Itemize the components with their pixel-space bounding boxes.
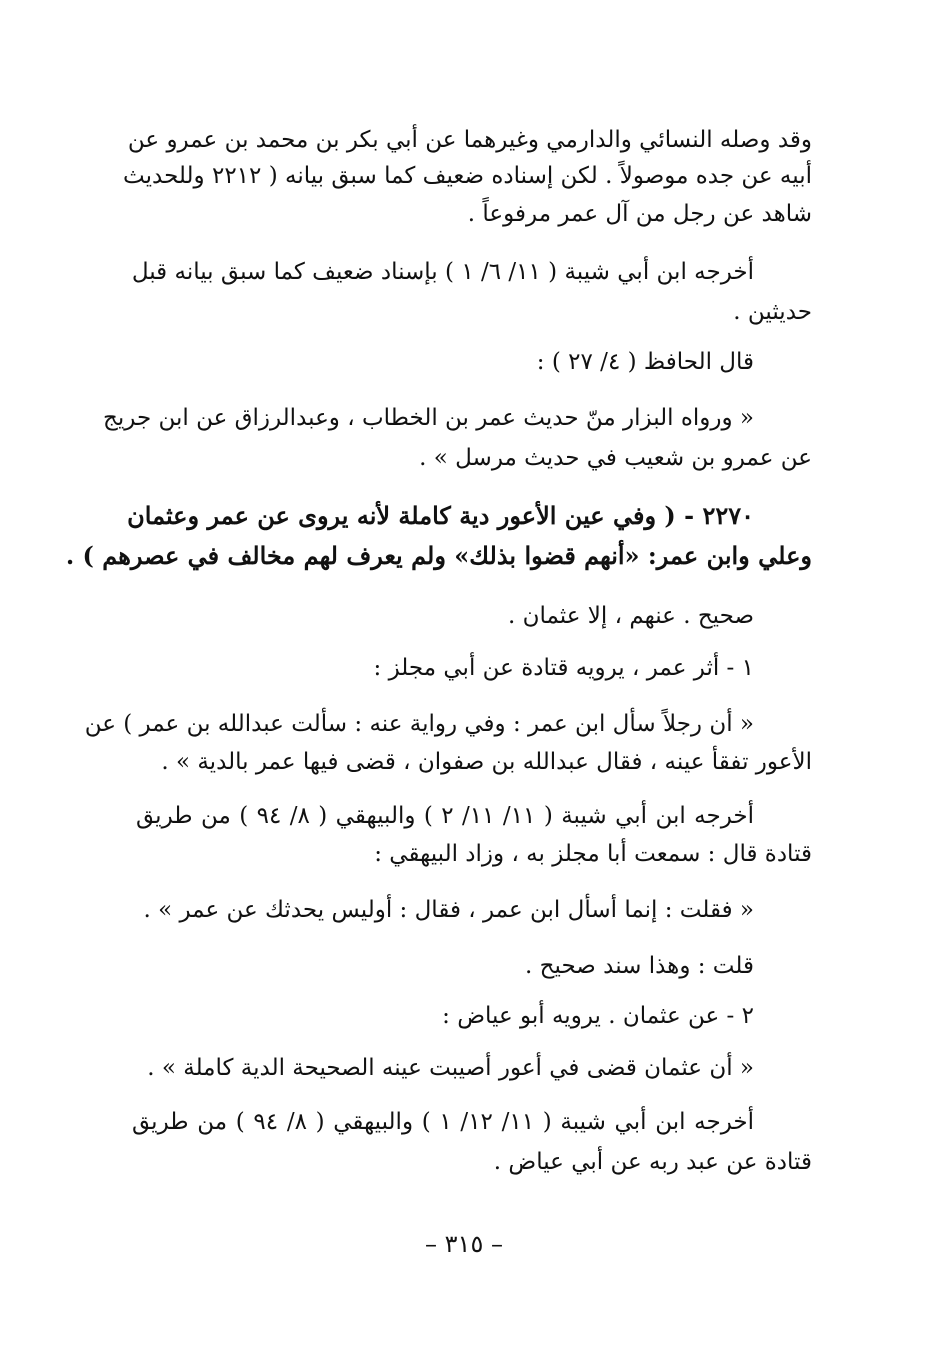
text-line-8: عن عمرو بن شعيب في حديث مرسل » . xyxy=(419,445,812,471)
hadith-2270-line-2: وعلي وابن عمر: «أنهم قضوا بذلك» ولم يعرف لهم مخالف في عصرهم ) . xyxy=(65,541,812,570)
text-line-19: ٢ - عن عثمان . يرويه أبو عياض : xyxy=(442,1003,754,1029)
text-line-15: أخرجه ابن أبي شيبة ( ١١/ ١١/ ٢ ) والبيهقي ( ٨/ ٩٤ ) من طريق xyxy=(136,803,755,829)
text-line-2: أبيه عن جده موصولاً . لكن إسناده ضعيف كما سبق بيانه ( ٢٢١٢ وللحديث xyxy=(123,163,812,189)
text-line-18: قلت : وهذا سند صحيح . xyxy=(525,953,754,979)
text-line-20: « أن عثمان قضى في أعور أصيبت عينه الصحيحة الدية كاملة » . xyxy=(147,1055,754,1081)
text-line-6: قال الحافظ ( ٤/ ٢٧ ) : xyxy=(536,349,754,375)
text-line-14: الأعور تفقأ عينه ، فقال عبدالله بن صفوان ، قضى فيها عمر بالدية » . xyxy=(161,749,812,775)
text-line-13: « أن رجلاً سأل ابن عمر : وفي رواية عنه : سألت عبدالله بن عمر ) عن xyxy=(84,711,754,737)
text-line-5: حديثين . xyxy=(733,299,812,325)
text-line-21: أخرجه ابن أبي شيبة ( ١١/ ١٢/ ١ ) والبيهقي ( ٨/ ٩٤ ) من طريق xyxy=(132,1109,755,1135)
page-number: – ٣١٥ – xyxy=(425,1230,503,1258)
text-line-4: أخرجه ابن أبي شيبة ( ١١/ ٦/ ١ ) بإسناد ضعيف كما سبق بيانه قبل xyxy=(131,259,754,285)
text-line-17: « فقلت : إنما أسأل ابن عمر ، فقال : أوليس يحدثك عن عمر » . xyxy=(143,897,754,923)
hadith-2270-line-1: ٢٢٧٠ - ( وفي عين الأعور دية كاملة لأنه يروى عن عمر وعثمان xyxy=(127,501,754,530)
text-line-16: قتادة قال : سمعت أبا مجلز به ، وزاد البيهقي : xyxy=(374,841,812,867)
grading-line: صحيح . عنهم ، إلا عثمان . xyxy=(507,603,754,629)
text-line-7: « ورواه البزار منّ حديث عمر بن الخطاب ، وعبدالرزاق عن ابن جريج xyxy=(103,405,754,431)
text-line-1: وقد وصله النسائي والدارمي وغيرهما عن أبي بكر بن محمد بن عمرو عن xyxy=(127,127,812,153)
text-line-12: ١ - أثر عمر ، يرويه قتادة عن أبي مجلز : xyxy=(373,655,754,681)
text-line-22: قتادة عن عبد ربه عن أبي عياض . xyxy=(493,1149,812,1175)
text-line-3: شاهد عن رجل من آل عمر مرفوعاً . xyxy=(467,201,812,227)
